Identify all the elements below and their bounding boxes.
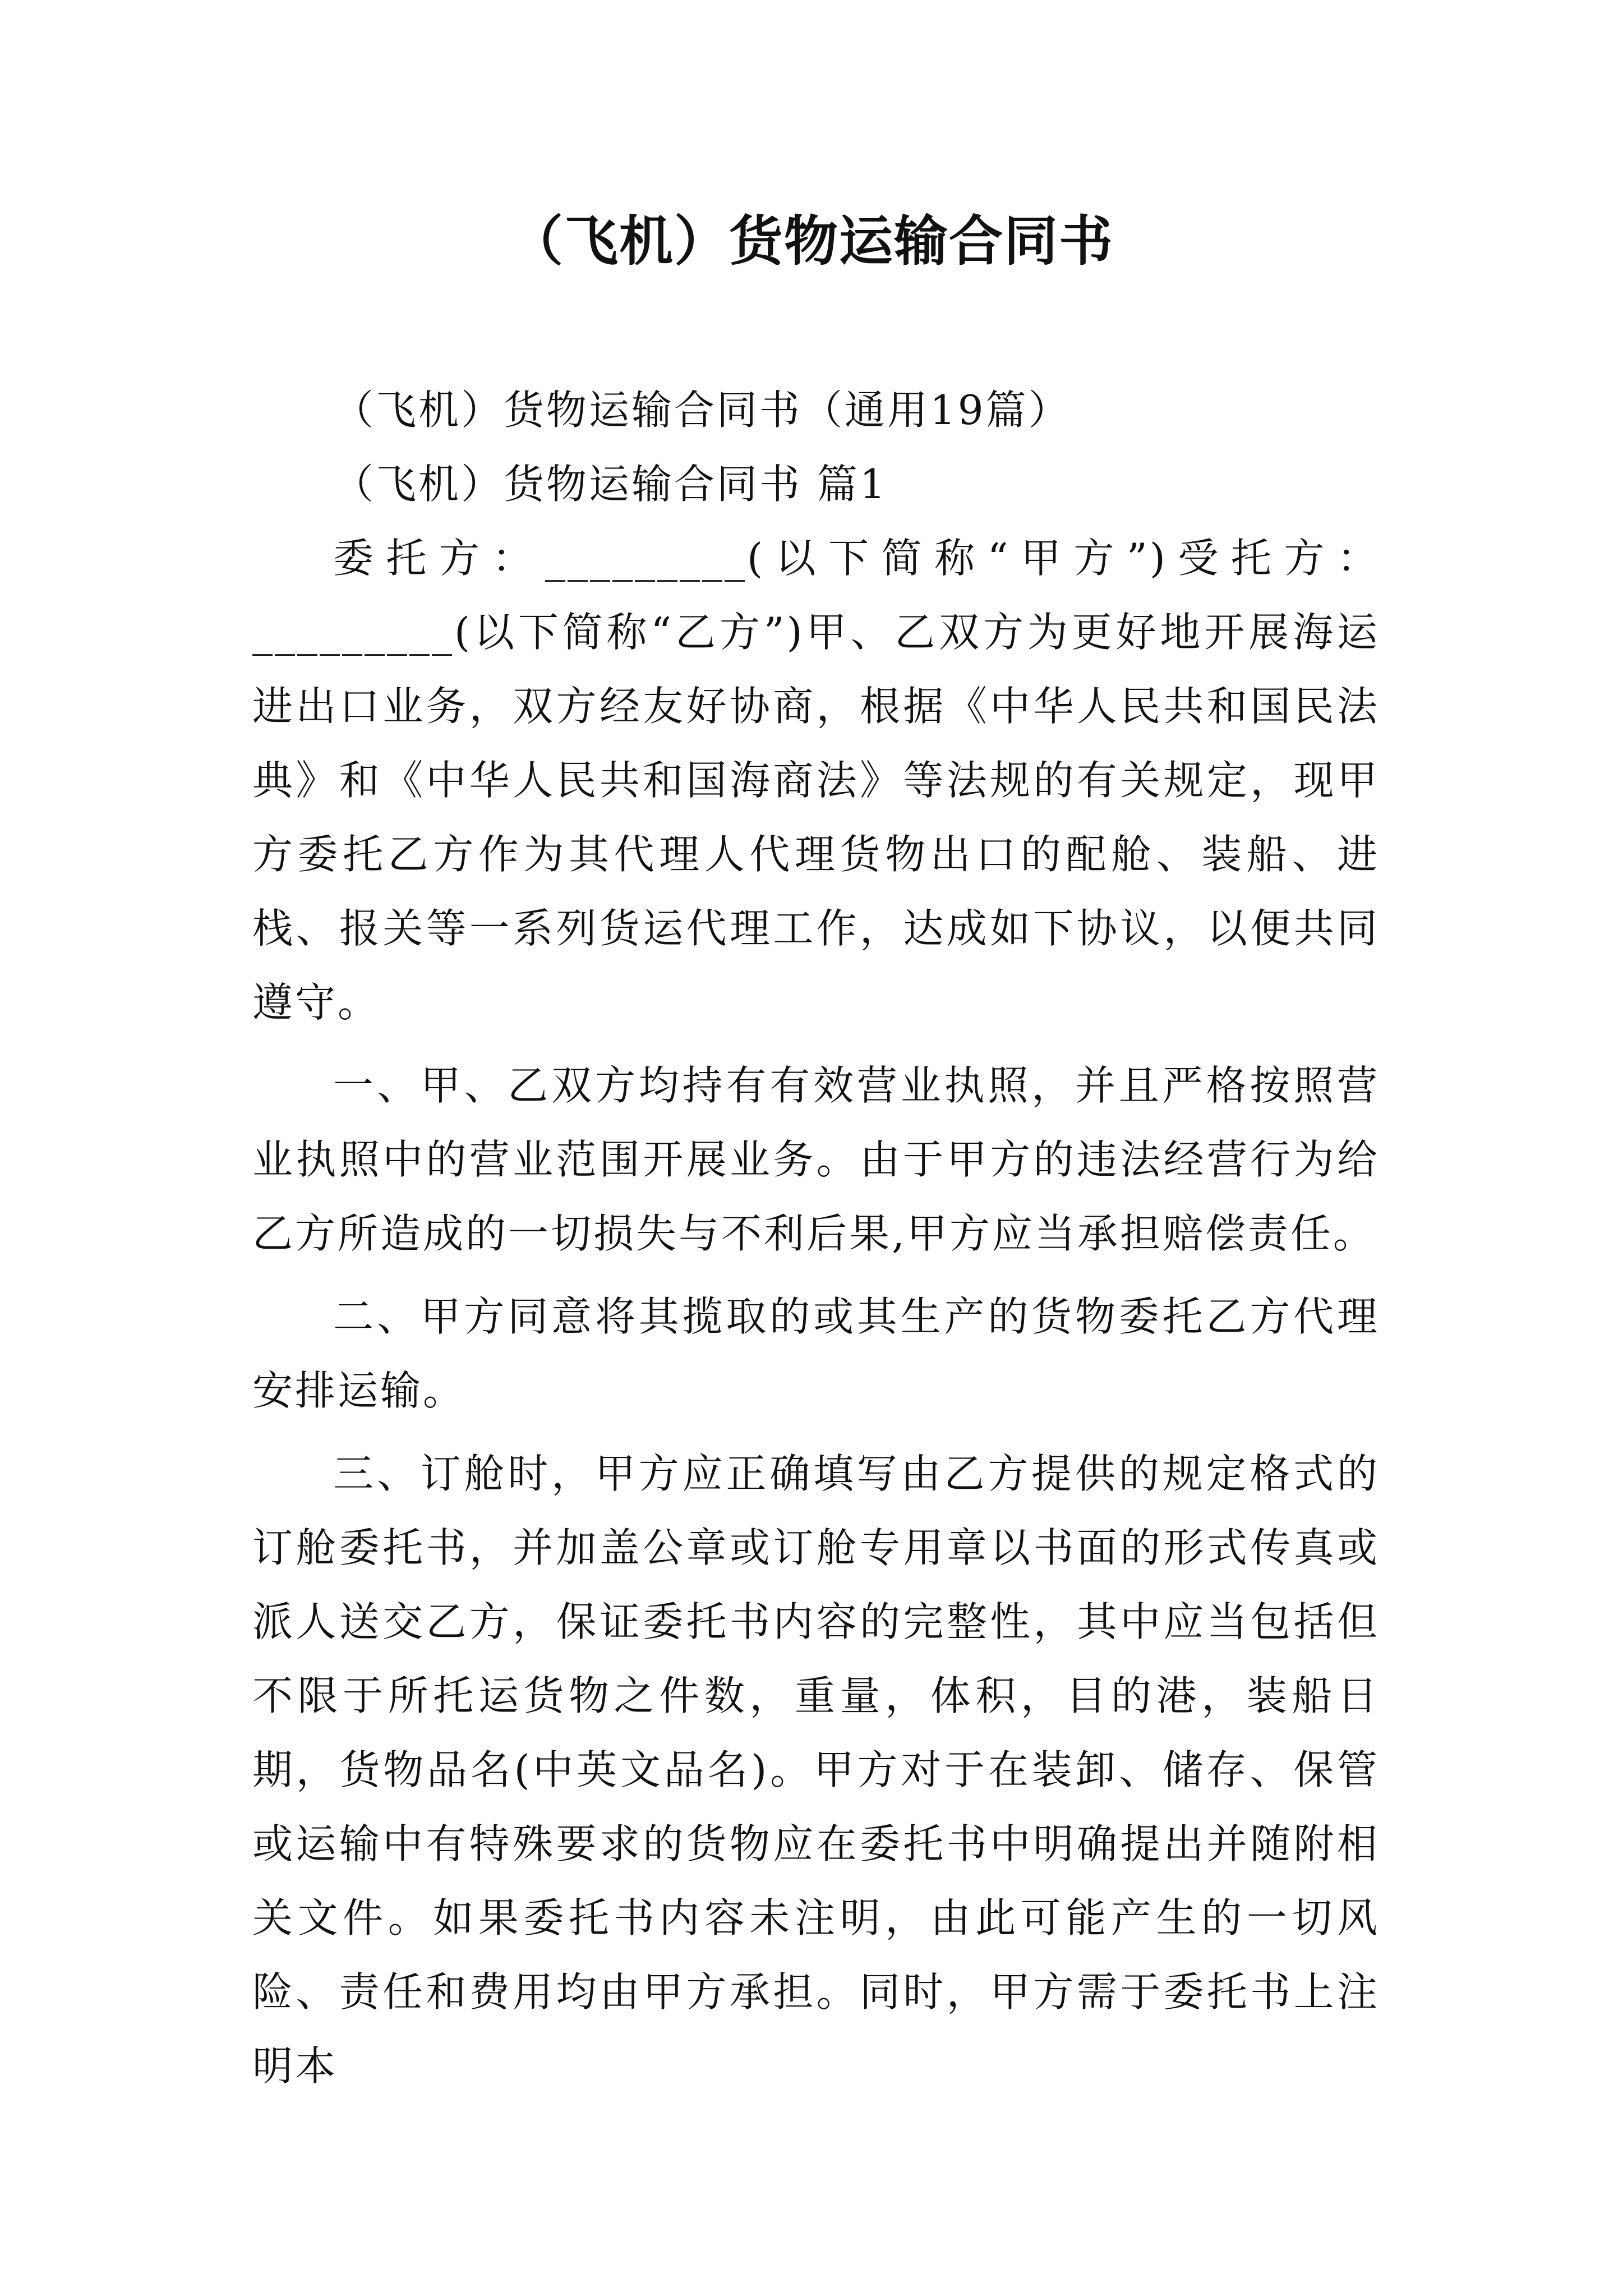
entrusted-party-blank: _________ bbox=[252, 609, 454, 656]
document-subtitle: （飞机）货物运输合同书（通用19篇） bbox=[333, 386, 1071, 434]
entrusting-party-label: 委托方： bbox=[333, 535, 546, 582]
clause-2: 二、甲方同意将其揽取的或其生产的货物委托乙方代理安排运输。 bbox=[252, 1293, 1380, 1414]
paragraph-spacer bbox=[252, 1039, 1380, 1048]
intro-text-2: (以下简称“乙方”)甲、乙双方为更好地开展海运进出口业务，双方经友好协商，根据《中华人民共和国民法典》和《中华人民共和国海商法》等法规的有关规定，现甲方委托乙方作为其代理人代理货物出口的配舱、装船、进栈、报关等一系列货运代理工作，达成如下协议，以便共同遵守。 bbox=[252, 609, 1380, 1026]
section-heading: （飞机）货物运输合同书 篇1 bbox=[333, 461, 888, 508]
entrusting-party-blank: _________ bbox=[545, 535, 748, 582]
clause-1: 一、甲、乙双方均持有有效营业执照，并且严格按照营业执照中的营业范围开展业务。由于甲方的违法经营行为给乙方所造成的一切损失与不利后果,甲方应当承担赔偿责任。 bbox=[252, 1062, 1380, 1257]
intro-text-1: (以下简称“甲方”)受托方： bbox=[747, 535, 1380, 582]
document-title: （飞机）货物运输合同书 bbox=[509, 210, 1114, 273]
document-body bbox=[252, 373, 1380, 2103]
intro-paragraph bbox=[252, 521, 1380, 1039]
paragraph-spacer bbox=[252, 1428, 1380, 1437]
paragraph-spacer bbox=[252, 1271, 1380, 1280]
clause-3: 三、订舱时，甲方应正确填写由乙方提供的规定格式的订舱委托书，并加盖公章或订舱专用章以书面的形式传真或派人送交乙方，保证委托书内容的完整性，其中应当包括但不限于所托运货物之件数，重量，体积，目的港，装船日期，货物品名(中英文品名)。甲方对于在装卸、储存、保管或运输中有特殊要求的货物应在委托书中明确提出并随附相关文件。如果委托书内容未注明，由此可能产生的一切风险、责任和费用均由甲方承担。同时，甲方需于委托书上注明本 bbox=[252, 1450, 1380, 2090]
